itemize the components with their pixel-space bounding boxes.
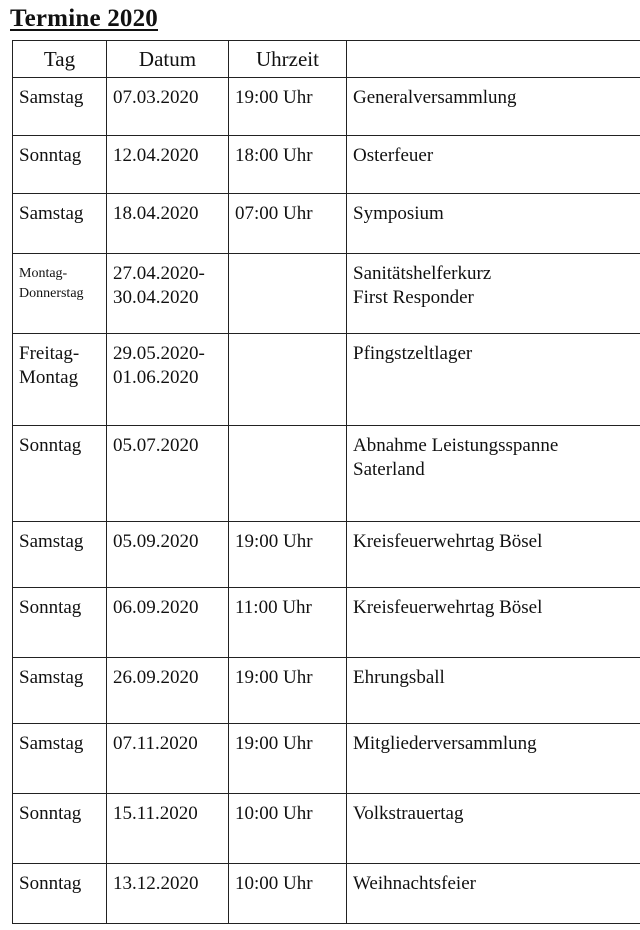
event-name: Sanitätshelferkurz	[353, 263, 492, 284]
event-name: Osterfeuer	[353, 145, 434, 166]
cell-event	[347, 426, 640, 522]
header-time: Uhrzeit	[229, 41, 347, 78]
cell-day	[13, 522, 107, 588]
time-value: 10:00 Uhr	[235, 873, 313, 894]
date-value: 05.07.2020	[113, 435, 199, 456]
date-value: 18.04.2020	[113, 203, 199, 224]
cell-event	[347, 254, 640, 334]
date-value: 06.09.2020	[113, 597, 199, 618]
schedule-rows	[13, 78, 640, 924]
day-label: Sonntag	[19, 803, 82, 824]
header-day: Tag	[13, 41, 107, 78]
date-value-end: 01.06.2020	[113, 367, 199, 388]
cell-time	[229, 78, 347, 136]
cell-day	[13, 658, 107, 724]
cell-day	[13, 194, 107, 254]
event-name: Generalversammlung	[353, 87, 517, 108]
cell-date	[107, 864, 229, 924]
header-event	[347, 41, 640, 78]
cell-event	[347, 864, 640, 924]
cell-date	[107, 724, 229, 794]
cell-event	[347, 658, 640, 724]
cell-time	[229, 658, 347, 724]
table-row	[13, 588, 640, 658]
table-row	[13, 794, 640, 864]
cell-event	[347, 588, 640, 658]
event-name-line2: Saterland	[353, 459, 425, 480]
time-value	[229, 334, 346, 342]
cell-event	[347, 194, 640, 254]
table-row	[13, 864, 640, 924]
cell-day	[13, 254, 107, 334]
table-row	[13, 136, 640, 194]
date-value: 12.04.2020	[113, 145, 199, 166]
date-value: 27.04.2020-	[113, 263, 205, 284]
date-value-end: 30.04.2020	[113, 287, 199, 308]
schedule-table	[12, 40, 640, 924]
day-label-line1: Montag-	[19, 266, 68, 281]
day-label-line2: Donnerstag	[19, 286, 84, 301]
time-value: 19:00 Uhr	[235, 733, 313, 754]
time-value: 19:00 Uhr	[235, 87, 313, 108]
date-value: 13.12.2020	[113, 873, 199, 894]
day-label: Samstag	[19, 203, 84, 224]
cell-event	[347, 724, 640, 794]
day-label-line1: Freitag-	[19, 343, 80, 364]
cell-event	[347, 334, 640, 426]
day-label: Sonntag	[19, 145, 82, 166]
event-name: Pfingstzeltlager	[353, 343, 473, 364]
event-name: Kreisfeuerwehrtag Bösel	[353, 597, 543, 618]
event-name: Symposium	[353, 203, 444, 224]
cell-time	[229, 794, 347, 864]
cell-date	[107, 588, 229, 658]
cell-date	[107, 658, 229, 724]
event-name: Kreisfeuerwehrtag Bösel	[353, 531, 543, 552]
cell-day	[13, 864, 107, 924]
header-row	[13, 41, 640, 78]
cell-time	[229, 426, 347, 522]
cell-day	[13, 334, 107, 426]
date-value: 15.11.2020	[113, 803, 198, 824]
cell-event	[347, 136, 640, 194]
time-value: 10:00 Uhr	[235, 803, 313, 824]
cell-time	[229, 522, 347, 588]
day-label: Samstag	[19, 667, 84, 688]
cell-day	[13, 724, 107, 794]
day-label: Samstag	[19, 531, 84, 552]
cell-day	[13, 794, 107, 864]
table-row	[13, 658, 640, 724]
cell-date	[107, 136, 229, 194]
cell-event	[347, 522, 640, 588]
table-row	[13, 78, 640, 136]
cell-date	[107, 334, 229, 426]
cell-day	[13, 78, 107, 136]
cell-time	[229, 864, 347, 924]
cell-date	[107, 794, 229, 864]
cell-date	[107, 522, 229, 588]
date-value: 07.11.2020	[113, 733, 198, 754]
table-row	[13, 724, 640, 794]
event-name: Abnahme Leistungsspanne	[353, 435, 559, 456]
time-value	[229, 426, 346, 434]
event-name: Mitgliederversammlung	[353, 733, 537, 754]
date-value: 29.05.2020-	[113, 343, 205, 364]
time-value: 19:00 Uhr	[235, 531, 313, 552]
table-row	[13, 334, 640, 426]
cell-day	[13, 136, 107, 194]
cell-day	[13, 426, 107, 522]
date-value: 26.09.2020	[113, 667, 199, 688]
date-value: 05.09.2020	[113, 531, 199, 552]
day-label: Sonntag	[19, 597, 82, 618]
event-name: Ehrungsball	[353, 667, 445, 688]
cell-date	[107, 254, 229, 334]
event-name-line2: First Responder	[353, 287, 474, 308]
cell-time	[229, 588, 347, 658]
day-label: Samstag	[19, 87, 84, 108]
day-label-line2: Montag	[19, 367, 79, 388]
event-name: Volkstrauertag	[353, 803, 464, 824]
day-label: Samstag	[19, 733, 84, 754]
cell-time	[229, 136, 347, 194]
cell-day	[13, 588, 107, 658]
time-value: 19:00 Uhr	[235, 667, 313, 688]
table-row	[13, 426, 640, 522]
cell-event	[347, 78, 640, 136]
header-date: Datum	[107, 41, 229, 78]
cell-time	[229, 194, 347, 254]
table-row	[13, 194, 640, 254]
cell-time	[229, 254, 347, 334]
cell-date	[107, 78, 229, 136]
day-label: Sonntag	[19, 435, 82, 456]
table-row	[13, 254, 640, 334]
time-value	[229, 254, 346, 262]
time-value: 07:00 Uhr	[235, 203, 313, 224]
date-value: 07.03.2020	[113, 87, 199, 108]
cell-time	[229, 724, 347, 794]
page-title: Termine 2020	[10, 5, 158, 32]
cell-event	[347, 794, 640, 864]
day-label: Sonntag	[19, 873, 82, 894]
time-value: 18:00 Uhr	[235, 145, 313, 166]
cell-date	[107, 426, 229, 522]
cell-date	[107, 194, 229, 254]
cell-time	[229, 334, 347, 426]
table-row	[13, 522, 640, 588]
time-value: 11:00 Uhr	[235, 597, 312, 618]
event-name: Weihnachtsfeier	[353, 873, 476, 894]
